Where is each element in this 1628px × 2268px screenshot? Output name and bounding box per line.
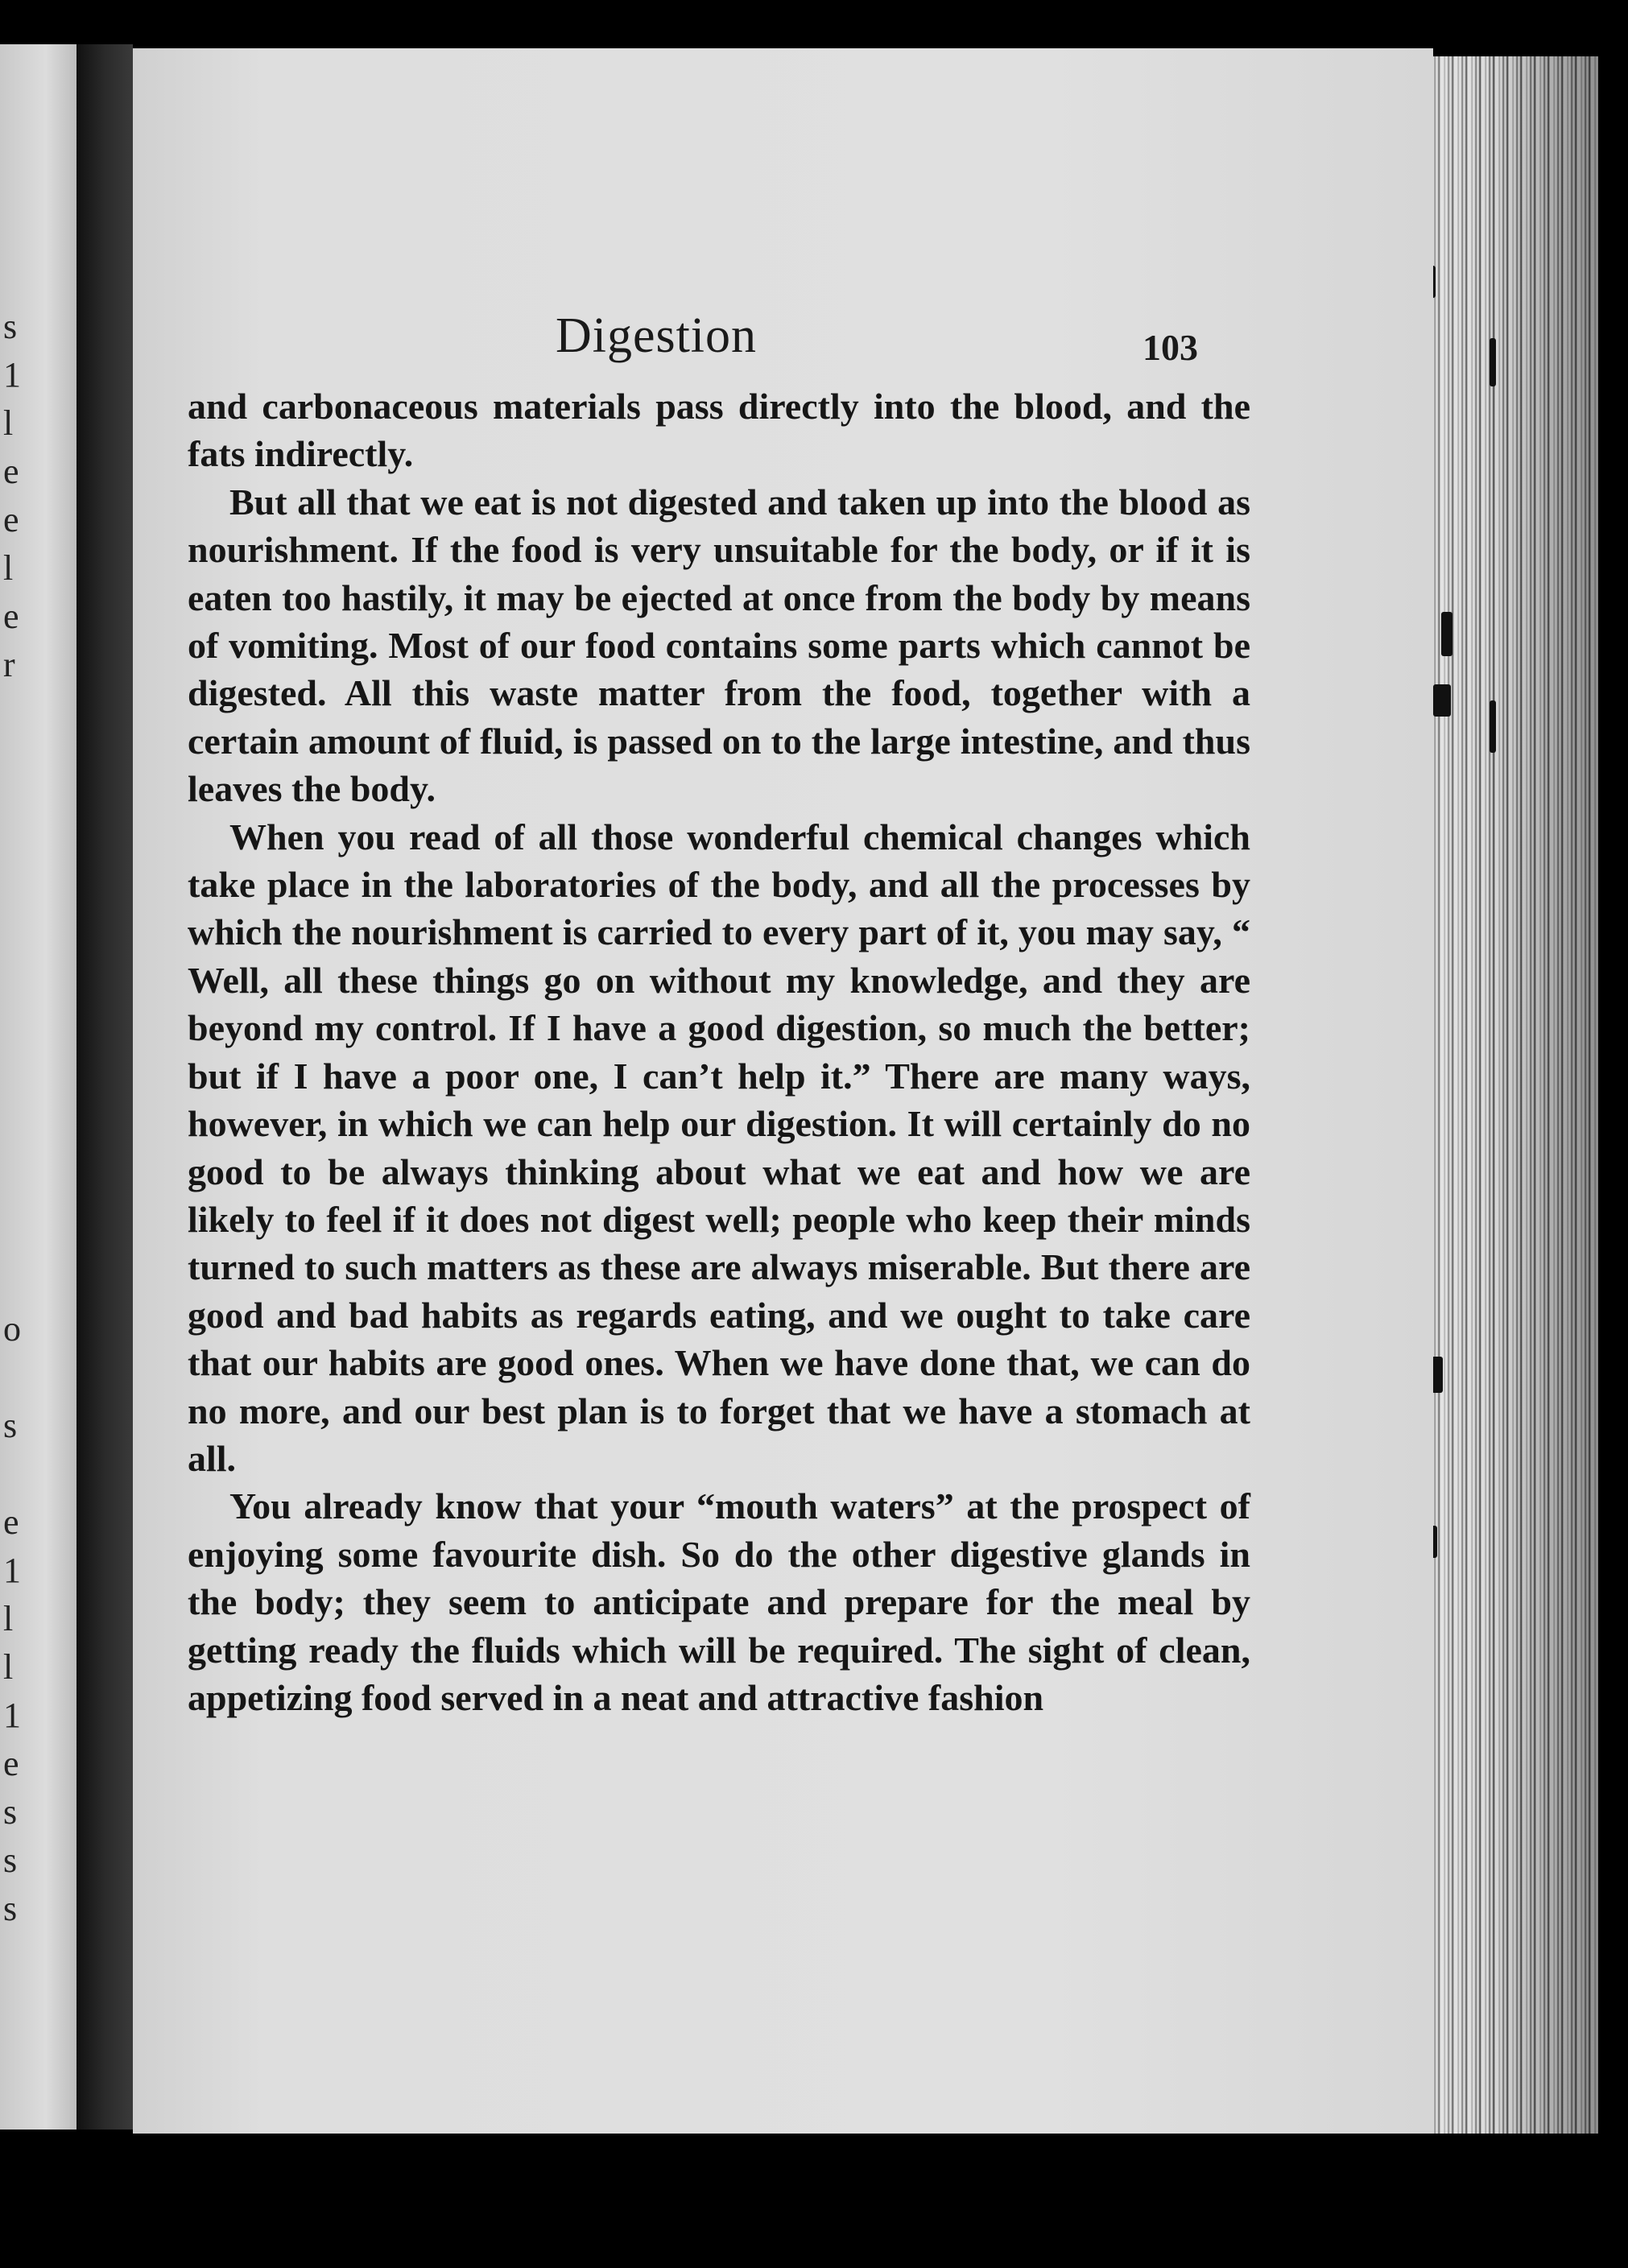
paragraph: When you read of all those wonderful chemical changes which take place in the laboratories of the body, and all the processes by which the nourishment is carried to every part of it, you may say, “ Well, all these things go on without my knowledge, and they are beyond my control. If I have a good digestion, so much the better; but if I have a poor one, I can’t help it.” There are many ways, however, in which we can help our digestion. It will certainly do no good to be always thinking about what we eat and how we are likely to feel if it does not digest well; people who keep their minds turned to such matters as these are always miserable. But there are good and bad habits as regards eating, and we ought to take care that our habits are good ones. When we have done that, we can do no more, and our best plan is to forget that we have a stomach at all. [188,816,1250,1479]
left-page-fragment: 1 [3,1696,21,1735]
left-page-fragment: s [3,1406,18,1445]
left-page-fragment: 1 [3,355,21,395]
edge-ink-mark [1490,338,1496,386]
edge-ink-mark [1432,1357,1443,1393]
page-body-text [188,382,1250,1721]
paragraph: But all that we eat is not digested and taken up into the blood as nourishment. If the food is very unsuitable for the body, or if it is eaten too hastily, it may be ejected at once from the body by means of vomiting. Most of our food contains some parts which cannot be digested. All this waste matter from the food, together with a certain amount of fluid, is passed on to the large intestine, and thus leaves the body. [188,481,1250,810]
running-head: Digestion [555,308,758,363]
left-page-fragment: l [3,403,14,443]
edge-ink-mark [1490,700,1496,753]
left-page-fragment: e [3,452,19,491]
page-edges-shadow [1413,56,1598,2134]
left-facing-page [0,44,76,2130]
book-gutter [76,44,133,2130]
left-page-fragment: e [3,1502,19,1542]
paragraph: and carbonaceous materials pass directly into the blood, and the fats indirectly. [188,386,1250,475]
book-page [133,48,1433,2134]
left-page-fragment: 1 [3,1551,21,1590]
left-page-fragment: r [3,645,15,684]
left-page-fragment: l [3,1647,14,1687]
page-number: 103 [1142,327,1198,368]
left-page-fragment: l [3,548,14,588]
edge-ink-mark [1441,612,1452,656]
paragraph: You already know that your “mouth waters” at the prospect of enjoying some favourite dish. So do the other digestive glands in the body; they seem to anticipate and prepare for the meal by getting ready the fluids which will be required. The sight of clean, appetizing food served in a neat and attractive fashion [188,1485,1250,1718]
left-page-fragment: s [3,1840,18,1880]
left-page-fragment: s [3,1889,18,1928]
left-page-fragment: e [3,1744,19,1783]
edge-ink-mark [1433,684,1451,717]
left-page-fragment: e [3,500,19,539]
left-page-fragment: o [3,1309,21,1349]
left-page-fragment: e [3,597,19,636]
left-page-fragment: s [3,307,18,346]
left-page-fragment: l [3,1599,14,1638]
left-page-fragment: s [3,1792,18,1832]
